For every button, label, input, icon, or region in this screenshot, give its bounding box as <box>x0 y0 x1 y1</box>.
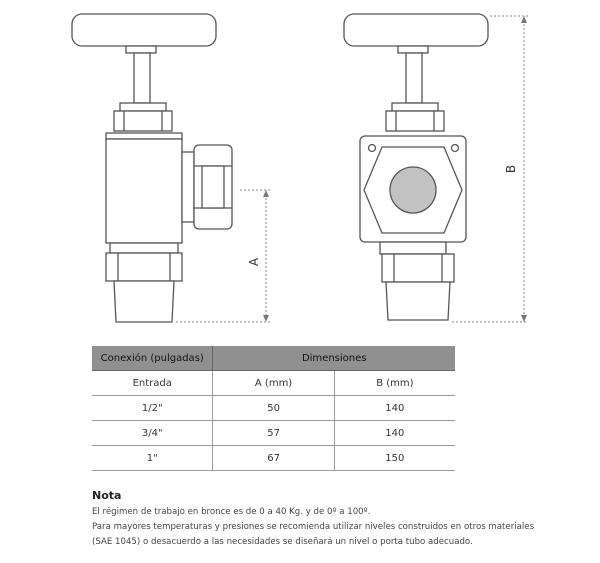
cell-connection: 3/4" <box>92 421 213 446</box>
table-row <box>92 421 455 446</box>
inlet-collar-front <box>380 242 446 254</box>
note-line-1: El régimen de trabajo en bronce es de 0 a 40 Kg. y de 0º a 100º. <box>92 507 371 517</box>
dimension-a-label: A <box>247 257 261 267</box>
cell-a: 57 <box>213 421 334 446</box>
cell-connection: 1/2" <box>92 396 213 421</box>
valve-body-side <box>106 139 182 243</box>
table-row <box>92 396 455 421</box>
packing-nut-side <box>114 111 172 131</box>
header-dimensions: Dimensiones <box>213 346 455 371</box>
dimensions-table <box>92 346 455 471</box>
inlet-thread-front <box>386 282 450 320</box>
note-line-3: (SAE 1045) o desacuerdo a las necesidades se diseñará un nivel o porta tubo adecuado. <box>92 537 473 547</box>
handwheel-front <box>344 14 488 46</box>
packing-nut-top-side <box>120 103 166 111</box>
valve-side-view <box>72 14 232 322</box>
inlet-nut-front <box>382 254 454 282</box>
inlet-collar-side <box>110 243 178 253</box>
header-connection: Conexión (pulgadas) <box>92 346 213 371</box>
cell-connection: 1" <box>92 446 213 471</box>
handwheel-side <box>72 14 216 46</box>
inlet-thread-side <box>114 281 174 322</box>
cell-b: 140 <box>334 396 455 421</box>
subheader-a: A (mm) <box>213 371 334 396</box>
stem-collar-side <box>126 46 156 53</box>
outlet-neck-side <box>182 152 194 222</box>
table-subheader-row <box>92 371 455 396</box>
dimension-b-label: B <box>504 164 518 174</box>
cell-b: 150 <box>334 446 455 471</box>
cell-a: 50 <box>213 396 334 421</box>
subheader-b: B (mm) <box>334 371 455 396</box>
table-header-row <box>92 346 455 371</box>
bolt-hole <box>452 145 459 152</box>
bonnet-side <box>106 133 182 139</box>
packing-nut-front <box>386 111 444 131</box>
table-row <box>92 446 455 471</box>
note-title: Nota <box>92 489 122 502</box>
valve-front-view <box>344 14 488 320</box>
stem-front <box>406 53 422 103</box>
stem-side <box>134 53 150 103</box>
cell-b: 140 <box>334 421 455 446</box>
subheader-inlet: Entrada <box>92 371 213 396</box>
cell-a: 67 <box>213 446 334 471</box>
bolt-hole <box>369 145 376 152</box>
sight-glass <box>390 167 436 213</box>
note-line-2: Para mayores temperaturas y presiones se recomienda utilizar niveles construidos en otros materiales <box>92 522 535 532</box>
